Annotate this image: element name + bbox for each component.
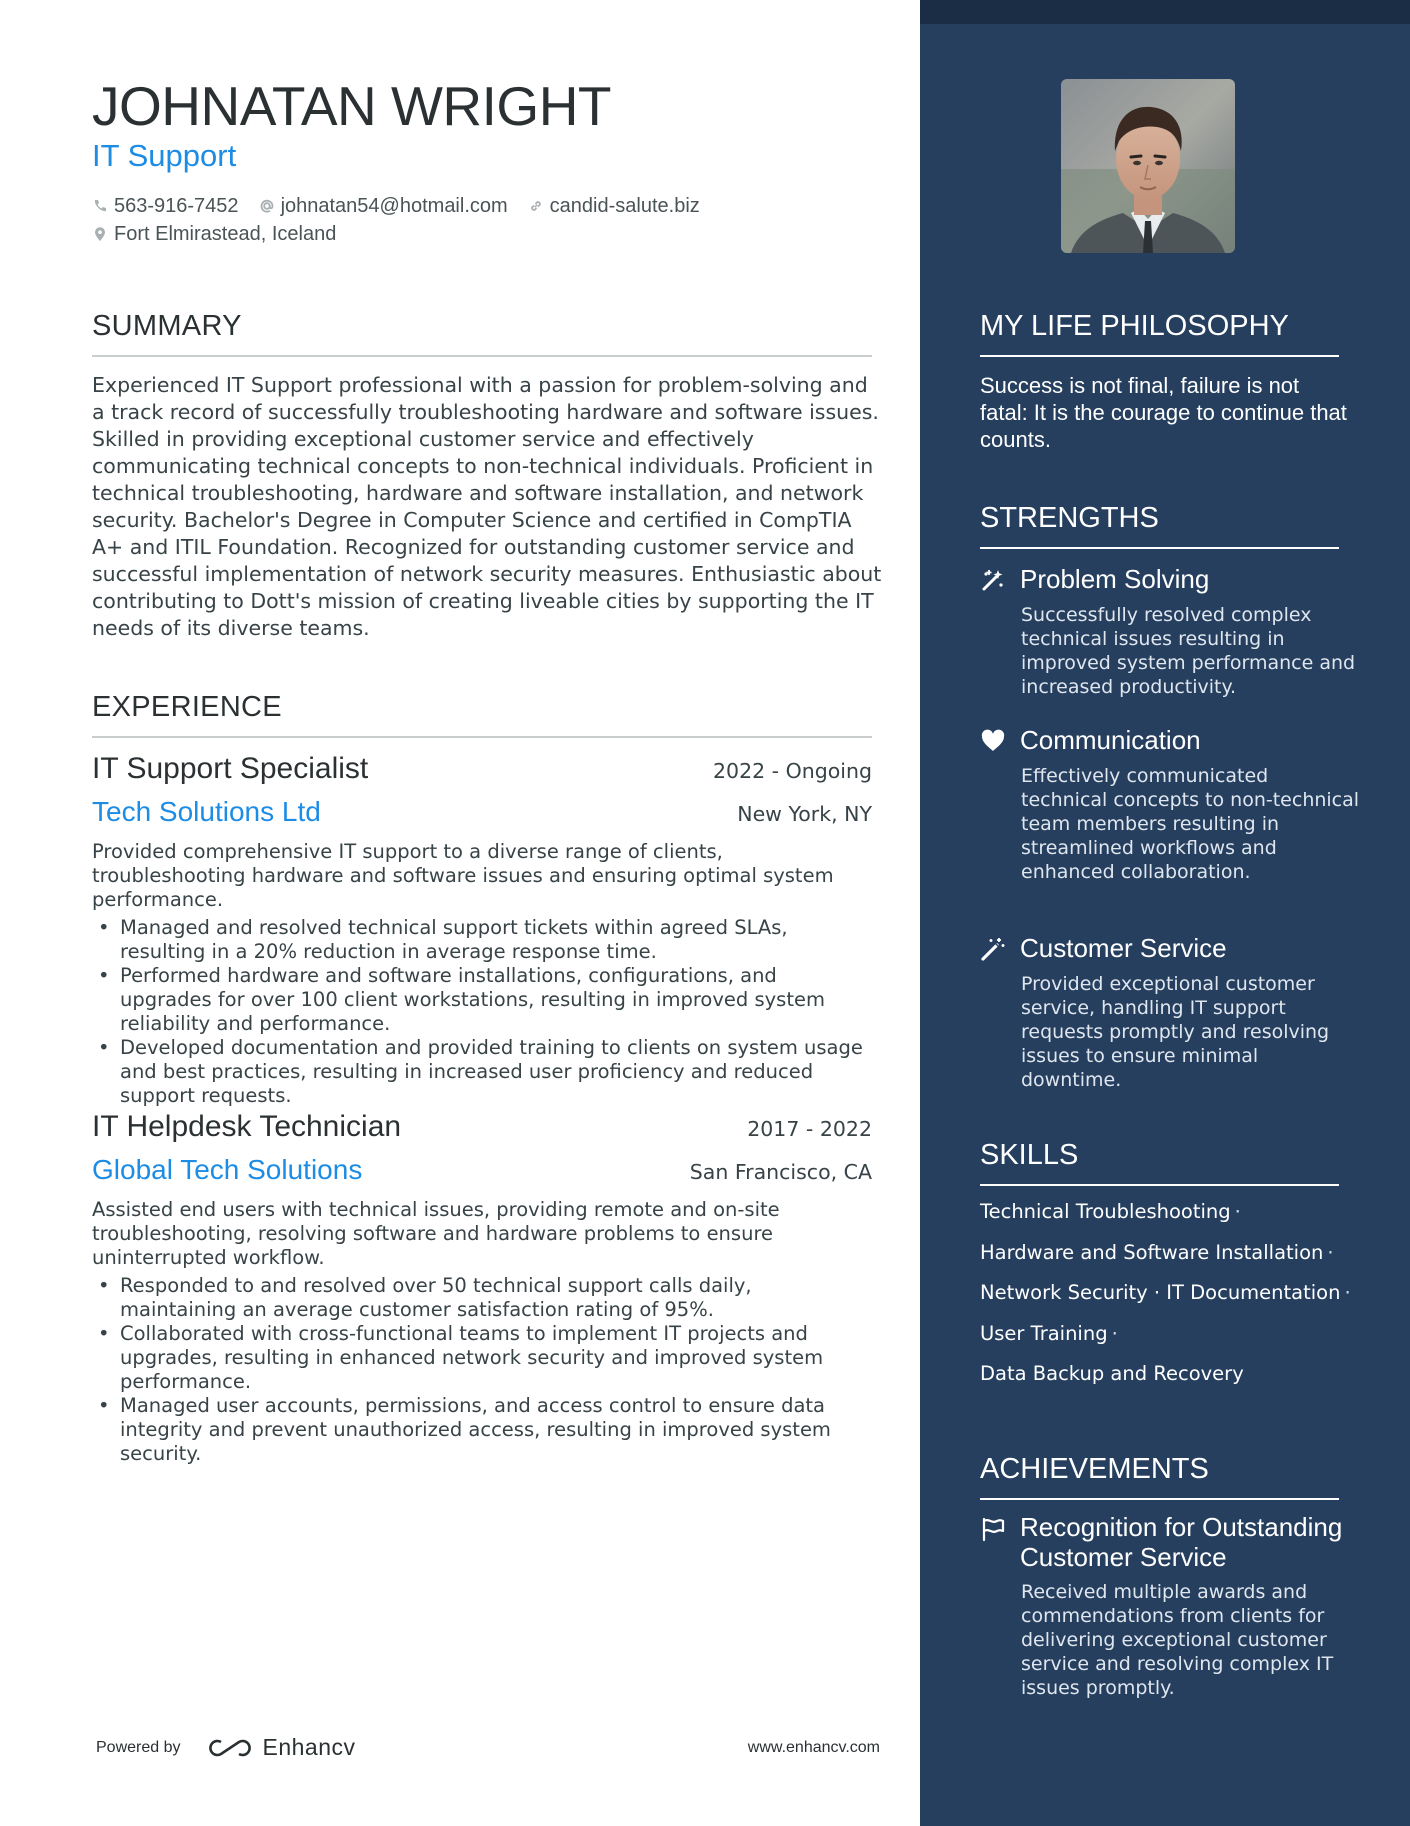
philosophy-text: Success is not final, failure is not fatal: It is the courage to continue that counts.: [980, 373, 1347, 452]
job-entry: [92, 752, 872, 1108]
email-text: johnatan54@hotmail.com: [280, 194, 508, 217]
summary-heading: SUMMARY: [92, 310, 872, 357]
job-bullet: • Performed hardware and software installations, configurations, and upgrades for over 100 client workstations, resulting in improved system reliability and performance.: [92, 964, 872, 1036]
philosophy-heading: MY LIFE PHILOSOPHY: [980, 310, 1339, 357]
strength-title: Customer Service: [1020, 933, 1227, 963]
strength-title: Problem Solving: [1020, 564, 1210, 594]
skills-heading: SKILLS: [980, 1139, 1339, 1186]
heart-icon: [980, 728, 1006, 754]
sidebar: [920, 0, 1410, 1826]
job-company: Global Tech Solutions: [92, 1154, 363, 1185]
achievement-title: Recognition for Outstanding Customer Service: [1020, 1512, 1343, 1572]
contact-info: [92, 192, 892, 248]
wand-sparkle-icon: [980, 936, 1006, 962]
contact-website[interactable]: [528, 195, 700, 218]
strengths-heading: STRENGTHS: [980, 502, 1339, 549]
phone-text: 563-916-7452: [114, 194, 239, 217]
brand-name: Enhancv: [262, 1734, 356, 1760]
job-bullet: • Responded to and resolved over 50 technical support calls daily, maintaining an average customer satisfaction rating of 95%.: [92, 1274, 872, 1322]
powered-by-label: Powered by: [96, 1738, 181, 1756]
job-location: New York, NY: [737, 802, 872, 826]
candidate-name: JOHNATAN WRIGHT: [92, 75, 612, 137]
job-bullet: • Managed user accounts, permissions, and access control to ensure data integrity and prevent unauthorized access, resulting in improved system security.: [92, 1394, 872, 1466]
enhancv-logo-icon: [207, 1736, 253, 1760]
contact-location: [92, 223, 336, 246]
magic-wand-icon: [980, 567, 1006, 593]
job-bullets: [92, 1274, 872, 1466]
flag-icon: [980, 1516, 1006, 1542]
strength-title: Communication: [1020, 725, 1201, 755]
skill-item: Data Backup and Recovery: [980, 1362, 1244, 1385]
sidebar-top-bar: [920, 0, 1410, 24]
summary-text: Experienced IT Support professional with a passion for problem-solving and a track record of successfully troubleshooting hardware and software issues. Skilled in providing exceptional customer service and effectively communicating technical concepts to non-technical individuals. Proficient in technical troubleshooting, hardware and software installation, and network security. Bachelor's Degree in Computer Science and certified in CompTIA A+ and ITIL Foundation. Recognized for outstanding customer service and successful implementation of network security measures. Enthusiastic about contributing to Dott's mission of creating liveable cities by supporting the IT needs of its diverse teams.: [92, 373, 882, 640]
job-description: Provided comprehensive IT support to a diverse range of clients, troubleshooting hardware and software issues and ensuring optimal system performance.: [92, 840, 834, 911]
job-location: San Francisco, CA: [689, 1160, 872, 1184]
strength-description: Successfully resolved complex technical issues resulting in improved system performance and increased productivity.: [1021, 604, 1356, 698]
strength-item: [980, 933, 1360, 1092]
job-description: Assisted end users with technical issues, providing remote and on-site troubleshooting, resolving software and hardware problems to ensure uninterrupted workflow.: [92, 1198, 780, 1269]
job-company: Tech Solutions Ltd: [92, 796, 321, 827]
experience-heading: EXPERIENCE: [92, 691, 872, 738]
job-bullet: • Developed documentation and provided training to clients on system usage and best practices, resulting in increased user proficiency and reduced support requests.: [92, 1036, 872, 1108]
achievement-description: Received multiple awards and commendations from clients for delivering exceptional customer service and resolving complex IT issues promptly.: [1021, 1581, 1334, 1699]
location-text: Fort Elmirastead, Iceland: [114, 222, 337, 245]
strength-item: [980, 564, 1360, 699]
brand-logo[interactable]: [207, 1734, 356, 1761]
skill-item: User Training ·: [980, 1321, 1118, 1345]
powered-by: [96, 1734, 356, 1761]
strength-description: Provided exceptional customer service, handling IT support requests promptly and resolving issues to ensure minimal downtime.: [1021, 973, 1330, 1091]
footer-url[interactable]: www.enhancv.com: [747, 1738, 880, 1756]
website-text: candid-salute.biz: [549, 194, 700, 217]
contact-phone[interactable]: [92, 195, 239, 218]
skill-item: Hardware and Software Installation ·: [980, 1240, 1334, 1264]
phone-icon: [92, 198, 108, 214]
job-dates: 2017 - 2022: [747, 1117, 872, 1141]
skill-item: Network Security · IT Documentation ·: [980, 1281, 1351, 1304]
achievement-item: [980, 1512, 1360, 1700]
at-icon: [259, 198, 275, 214]
job-dates: 2022 - Ongoing: [713, 759, 872, 783]
location-pin-icon: [92, 226, 108, 242]
job-bullet: • Managed and resolved technical support tickets within agreed SLAs, resulting in a 20% reduction in average response time.: [92, 916, 872, 964]
portrait-avatar: [1061, 79, 1235, 253]
candidate-title: IT Support: [92, 138, 237, 173]
job-bullets: [92, 916, 872, 1108]
skill-item: Technical Troubleshooting ·: [980, 1200, 1241, 1223]
job-role: IT Helpdesk Technician: [92, 1110, 402, 1143]
contact-email[interactable]: [259, 195, 508, 218]
strength-item: [980, 725, 1360, 884]
footer: [96, 1734, 880, 1761]
skills-list: [980, 1200, 1360, 1403]
job-bullet: • Collaborated with cross-functional teams to implement IT projects and upgrades, resulting in enhanced network security and improved system performance.: [92, 1322, 872, 1394]
job-role: IT Support Specialist: [92, 752, 369, 785]
achievements-heading: ACHIEVEMENTS: [980, 1453, 1339, 1500]
link-icon: [528, 198, 544, 214]
job-entry: [92, 1110, 872, 1466]
profile-photo: [1061, 79, 1235, 253]
strength-description: Effectively communicated technical concepts to non-technical team members resulting in streamlined workflows and enhanced collaboration.: [1021, 765, 1360, 883]
